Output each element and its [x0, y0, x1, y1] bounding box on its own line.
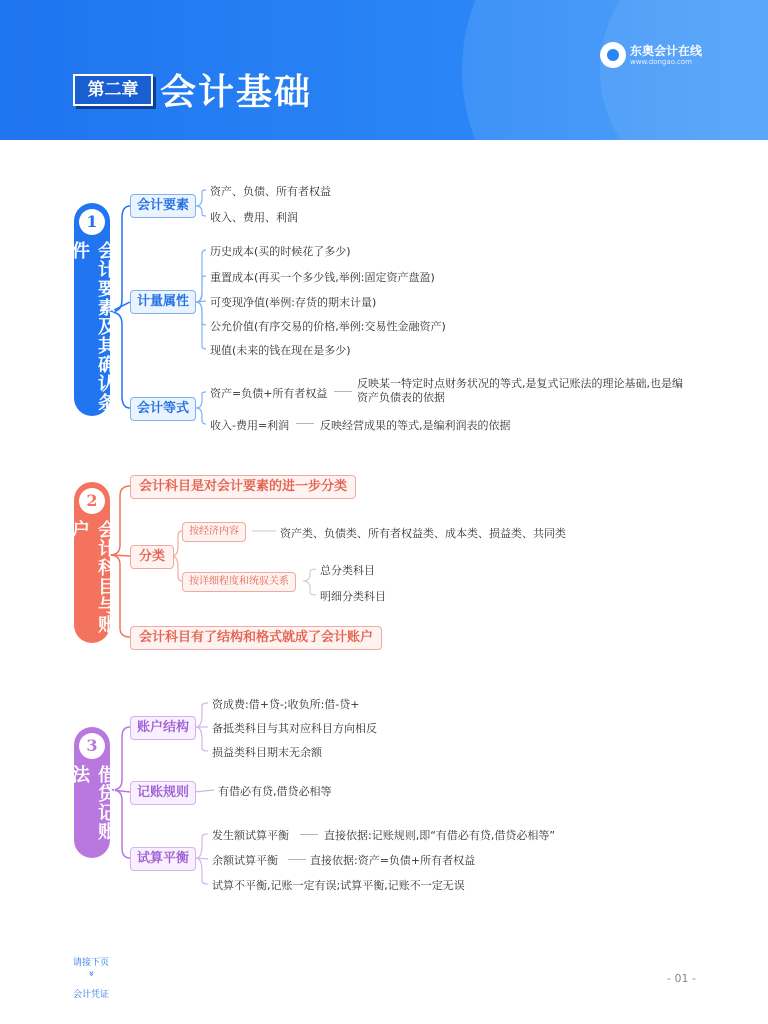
- account-format-box[interactable]: 会计科目有了结构和格式就成了会计账户: [130, 626, 382, 650]
- branch-account-structure[interactable]: 账户结构: [130, 716, 196, 740]
- equation-item: 资产=负债+所有者权益: [210, 387, 328, 400]
- structure-item: 资成费:借+贷-;收负所:借-贷+: [212, 698, 360, 711]
- trial-balance-note: 直接依据:资产=负债+所有者权益: [310, 854, 476, 867]
- trial-balance-note: 直接依据:记账规则,即“有借必有贷,借贷必相等”: [324, 829, 556, 842]
- next-page-label[interactable]: 请接下页: [73, 958, 110, 968]
- logo-url: www.dongao.com: [630, 58, 692, 66]
- economic-content-item: 资产类、负债类、所有者权益类、成本类、损益类、共同类: [280, 527, 566, 540]
- trial-balance-dash: [288, 859, 306, 860]
- recording-rule-item: 有借必有贷,借贷必相等: [218, 785, 332, 798]
- account-definition-box[interactable]: 会计科目是对会计要素的进一步分类: [130, 475, 356, 499]
- section-1-pill: [69, 203, 116, 416]
- measurement-item: 重置成本(再买一个多少钱,举例:固定资产盘盈): [210, 271, 435, 284]
- section-3-number: 3: [79, 733, 105, 759]
- measurement-item: 历史成本(买的时候花了多少): [210, 245, 351, 258]
- trial-balance-item: 余额试算平衡: [212, 854, 278, 867]
- section3-item-connectors: [194, 703, 214, 884]
- section-3-title: 借贷记账法: [69, 765, 116, 841]
- measurement-item: 公允价值(有序交易的价格,举例:交易性金融资产): [210, 320, 446, 333]
- logo-name: 东奥会计在线: [630, 44, 703, 58]
- equation-note: 反映经营成果的等式,是编利润表的依据: [320, 419, 511, 432]
- branch-accounting-elements[interactable]: 会计要素: [130, 194, 196, 218]
- structure-item: 备抵类科目与其对应科目方向相反: [212, 722, 377, 735]
- section-2-number: 2: [79, 488, 105, 514]
- chapter-label: 第二章: [73, 74, 153, 106]
- section-1-title: 会计要素及其确认条件: [69, 241, 116, 412]
- section-1-number: 1: [79, 209, 105, 235]
- section-2-pill: [69, 482, 116, 643]
- equation-dash: [296, 423, 314, 424]
- by-economic-content[interactable]: 按经济内容: [182, 522, 246, 542]
- chevron-down-icon: »: [85, 970, 97, 977]
- element-item: 资产、负债、所有者权益: [210, 185, 331, 198]
- equation-note: 反映某一特定时点财务状况的等式,是复式记账法的理论基础,也是编资产负债表的依据: [357, 377, 683, 404]
- trial-balance-item: 发生额试算平衡: [212, 829, 289, 842]
- trial-balance-item: 试算不平衡,记账一定有误;试算平衡,记账不一定无误: [212, 879, 465, 892]
- branch-accounting-equation[interactable]: 会计等式: [130, 397, 196, 421]
- trial-balance-dash: [300, 834, 318, 835]
- measurement-item: 现值(未来的钱在现在是多少): [210, 344, 351, 357]
- section-2-title: 会计科目与账户: [69, 520, 116, 634]
- detail-level-item: 明细分类科目: [320, 590, 386, 603]
- branch-measurement-attributes[interactable]: 计量属性: [130, 290, 196, 314]
- branch-classification[interactable]: 分类: [130, 545, 174, 569]
- by-detail-level[interactable]: 按详细程度和统驭关系: [182, 572, 296, 592]
- page-number: - 01 -: [667, 972, 696, 985]
- structure-item: 损益类科目期末无余额: [212, 746, 322, 759]
- element-item: 收入、费用、利润: [210, 211, 298, 224]
- equation-dash: [334, 391, 352, 392]
- equation-item: 收入-费用=利润: [210, 419, 290, 432]
- chapter-title: 会计基础: [160, 71, 313, 113]
- measurement-item: 可变现净值(举例:存货的期末计量): [210, 296, 377, 309]
- section1-item-connectors: [196, 190, 206, 424]
- section-3-pill: [69, 727, 116, 858]
- branch-trial-balance[interactable]: 试算平衡: [130, 847, 196, 871]
- detail-level-item: 总分类科目: [320, 564, 375, 577]
- next-chapter-title[interactable]: 会计凭证: [73, 990, 110, 1000]
- branch-recording-rule[interactable]: 记账规则: [130, 781, 196, 805]
